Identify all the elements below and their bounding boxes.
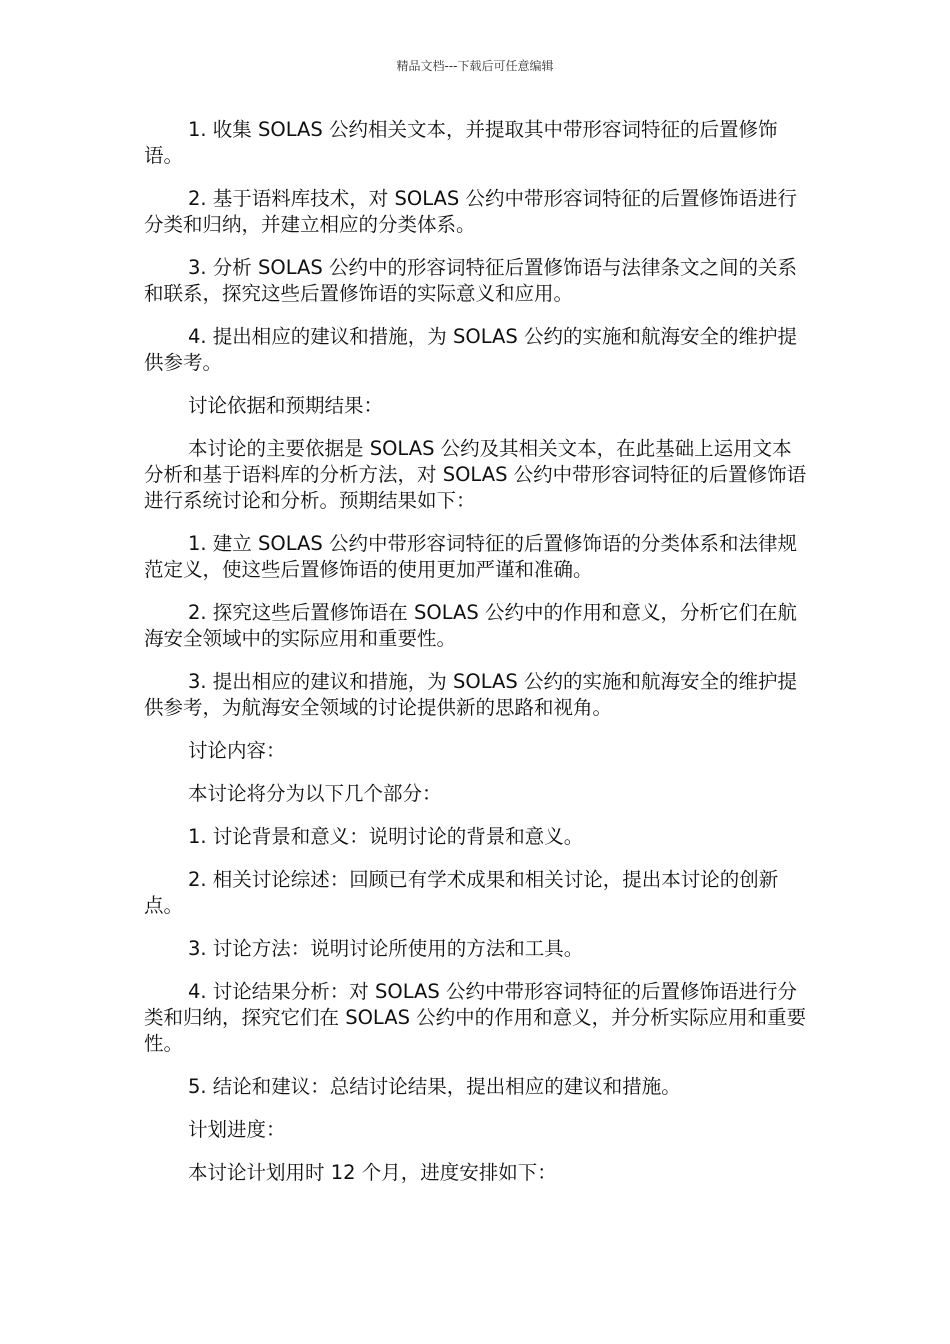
content-item-1: 1. 讨论背景和意义：说明讨论的背景和意义。 xyxy=(188,825,584,848)
list-item-classify: 2. 基于语料库技术，对 SOLAS 公约中带形容词特征的后置修饰语进行分类和归纳，并建立相应的分类体系。 xyxy=(144,187,797,236)
result-item-1: 1. 建立 SOLAS 公约中带形容词特征的后置修饰语的分类体系和法律规范定义，使这些后置修饰语的使用更加严谨和准确。 xyxy=(144,532,797,581)
paragraph-schedule: 本讨论计划用时 12 个月，进度安排如下： xyxy=(188,1161,557,1184)
list-item-analyze: 3. 分析 SOLAS 公约中的形容词特征后置修饰语与法律条文之间的关系和联系，探究这些后置修饰语的实际意义和应用。 xyxy=(144,256,797,305)
paragraph-content-intro: 本讨论将分为以下几个部分： xyxy=(188,782,442,805)
section-heading-content: 讨论内容： xyxy=(188,739,286,762)
list-item-collect-texts: 1. 收集 SOLAS 公约相关文本，并提取其中带形容词特征的后置修饰语。 xyxy=(144,118,778,167)
section-heading-schedule: 计划进度： xyxy=(188,1118,286,1141)
result-item-2: 2. 探究这些后置修饰语在 SOLAS 公约中的作用和意义，分析它们在航海安全领域中的实际应用和重要性。 xyxy=(144,601,797,650)
paragraph-basis: 本讨论的主要依据是 SOLAS 公约及其相关文本，在此基础上运用文本分析和基于语料库的分析方法，对 SOLAS 公约中带形容词特征的后置修饰语进行系统讨论和分析。预期结果如下： xyxy=(144,437,807,512)
result-item-3: 3. 提出相应的建议和措施，为 SOLAS 公约的实施和航海安全的维护提供参考，为航海安全领域的讨论提供新的思路和视角。 xyxy=(144,670,797,719)
document-body xyxy=(144,117,808,1203)
list-item-suggestions: 4. 提出相应的建议和措施，为 SOLAS 公约的实施和航海安全的维护提供参考。 xyxy=(144,325,797,374)
content-item-3: 3. 讨论方法：说明讨论所使用的方法和工具。 xyxy=(188,937,584,960)
page-header: 精品文档---下载后可任意编辑 xyxy=(396,59,554,73)
section-heading-basis: 讨论依据和预期结果： xyxy=(188,394,384,417)
content-item-2: 2. 相关讨论综述：回顾已有学术成果和相关讨论，提出本讨论的创新点。 xyxy=(144,868,779,917)
content-item-4: 4. 讨论结果分析：对 SOLAS 公约中带形容词特征的后置修饰语进行分类和归纳，探究它们在 SOLAS 公约中的作用和意义，并分析实际应用和重要性。 xyxy=(144,980,807,1055)
content-item-5: 5. 结论和建议：总结讨论结果，提出相应的建议和措施。 xyxy=(188,1075,681,1098)
